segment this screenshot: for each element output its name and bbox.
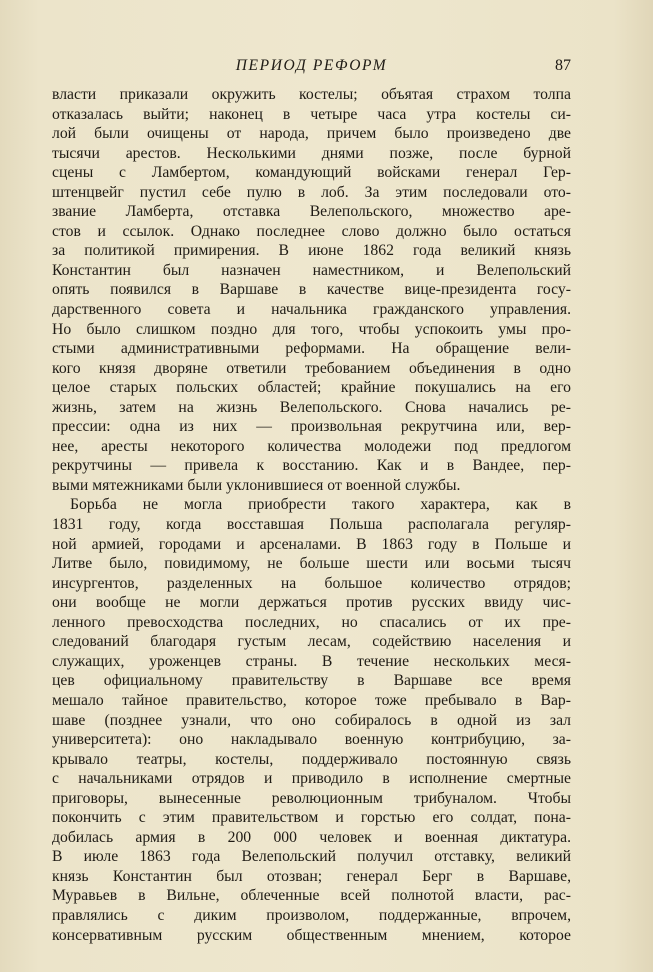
text-line: тысячи арестов. Несколькими днями позже, после бурной <box>52 144 571 162</box>
text-line: рекрутчины — привела к восстанию. Как и в Вандее, пер- <box>52 457 571 475</box>
text-line: опять появился в Варшаве в качестве вице-президента госу- <box>52 281 571 299</box>
text-line: следований благодаря густым лесам, содействию населения и <box>52 633 571 651</box>
text-line: приговоры, вынесенные революционным трибуналом. Чтобы <box>52 789 571 807</box>
text-line: кого князя дворяне ответили требованием объединения в одно <box>52 359 571 377</box>
text-line: они вообще не могли держаться против русских ввиду чис- <box>52 594 571 612</box>
text-line: стыми административными реформами. На обращение вели- <box>52 340 571 358</box>
running-title: ПЕРИОД РЕФОРМ <box>235 57 388 74</box>
text-line: цев официальному правительству в Варшаве все время <box>52 672 571 690</box>
text-line: служащих, уроженцев страны. В течение нескольких меся- <box>52 652 571 670</box>
page-number: 87 <box>555 57 571 74</box>
text-line: Борьба не могла приобрести такого характера, как в <box>70 496 571 514</box>
text-line: Константин был назначен наместником, и Велепольский <box>52 261 571 279</box>
text-line: мешало тайное правительство, которое тоже пребывало в Вар- <box>52 691 571 709</box>
text-line: сцены с Ламбертом, командующий войсками генерал Гер- <box>52 164 571 182</box>
text-line: отказалась выйти; наконец в четыре часа утра костелы си- <box>52 105 571 123</box>
text-line: жизнь, затем на жизнь Велепольского. Снова начались ре- <box>52 398 571 416</box>
text-line: целое старых польских областей; крайние покушались на его <box>52 379 571 397</box>
text-line: крывало театры, костелы, поддерживало постоянную связь <box>52 750 571 768</box>
text-line: дарственного совета и начальника гражданского управления. <box>52 301 571 319</box>
text-line: прессии: одна из них — произвольная рекрутчина или, вер- <box>52 418 571 436</box>
text-line: Литве было, повидимому, не больше шести или восьми тысяч <box>52 555 571 573</box>
paragraph-2 <box>52 495 571 945</box>
text-line: инсургентов, разделенных на большое количество отрядов; <box>52 574 571 592</box>
text-line: выми мятежниками были уклонившиеся от военной службы. <box>52 476 461 494</box>
text-line: штенцвейг пустил себе пулю в лоб. За этим последовали ото- <box>52 183 571 201</box>
text-line: ной армией, городами и арсеналами. В 1863 году в Польше и <box>52 535 571 553</box>
page-header <box>52 57 571 79</box>
text-line: стов и ссылок. Однако последнее слово должно было остаться <box>52 222 571 240</box>
text-line: нее, аресты некоторого количества молодежи под предлогом <box>52 437 571 455</box>
text-line: добилась армия в 200 000 человек и военная диктатура. <box>52 828 571 846</box>
text-line: Но было слишком поздно для того, чтобы успокоить умы про- <box>52 320 571 338</box>
paragraph-1 <box>52 85 571 495</box>
text-line: ленного превосходства последних, но спасались от их пре- <box>52 613 571 631</box>
text-line: с начальниками отрядов и приводило в исполнение смертные <box>52 770 571 788</box>
text-line: за политикой примирения. В июне 1862 года великий князь <box>52 242 571 260</box>
text-line: правлялись с диким произволом, поддержанные, впрочем, <box>52 906 571 924</box>
text-line: звание Ламберта, отставка Велепольского, множество аре- <box>52 203 571 221</box>
text-line: власти приказали окружить костелы; объятая страхом толпа <box>52 86 571 103</box>
text-line: 1831 году, когда восставшая Польша располагала регуляр- <box>52 516 571 534</box>
text-line: покончить с этим правительством и горстью его солдат, пона- <box>52 809 571 827</box>
text-line: Муравьев в Вильне, облеченные всей полнотой власти, рас- <box>52 887 571 905</box>
text-line: консервативным русским общественным мнением, которое <box>52 926 571 944</box>
text-line: князь Константин был отозван; генерал Берг в Варшаве, <box>52 867 571 885</box>
body-text <box>52 85 571 945</box>
text-line: лой были очищены от народа, причем было произведено две <box>52 125 571 143</box>
text-line: шаве (позднее узнали, что оно собиралось в одной из зал <box>52 711 571 729</box>
text-line: В июле 1863 года Велепольский получил отставку, великий <box>52 848 571 866</box>
text-line: университета): оно накладывало военную контрибуцию, за- <box>52 731 571 749</box>
